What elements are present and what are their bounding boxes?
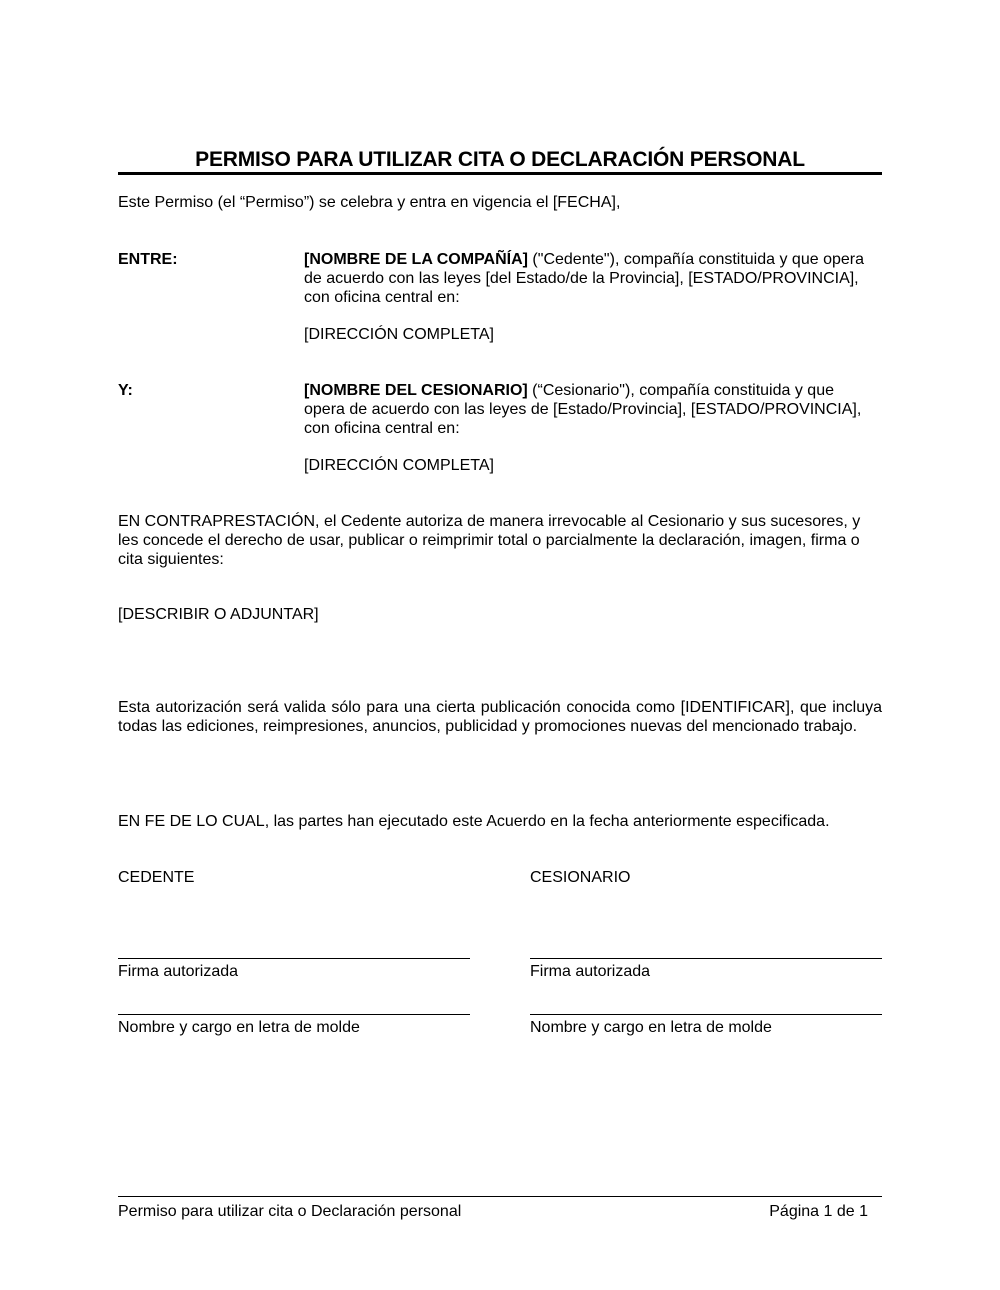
name-line-cesionario [530, 1014, 882, 1015]
party-label-entre: ENTRE: [118, 251, 178, 268]
name-label-cesionario: Nombre y cargo en letra de molde [530, 1019, 772, 1036]
consideration-line-3: cita siguientes: [118, 551, 224, 568]
consideration-paragraph [118, 512, 882, 569]
footer-page-number: Página 1 de 1 [769, 1203, 868, 1220]
footer-divider [118, 1196, 882, 1197]
party-name: [NOMBRE DEL CESIONARIO] [304, 382, 528, 399]
party-block-cedente [304, 250, 882, 344]
consideration-line-2: les concede el derecho de usar, publicar o reimprimir total o parcialmente la declaración, imagen, firma o [118, 532, 860, 549]
signature-line-cesionario [530, 958, 882, 959]
signature-heading-cesionario: CESIONARIO [530, 869, 631, 886]
signature-label-cedente: Firma autorizada [118, 963, 239, 980]
authorization-paragraph: Esta autorización será valida sólo para una cierta publicación conocida como [IDENTIFICAR], que incluya todas las ediciones, reimpresiones, anuncios, publicidad y promociones nuevas del mencionado trabajo. [118, 699, 882, 735]
party-line-1-rest: (“Cesionario"), compañía constituida y que [527, 382, 834, 399]
describe-placeholder: [DESCRIBIR O ADJUNTAR] [118, 606, 319, 623]
party-address: [DIRECCIÓN COMPLETA] [304, 457, 494, 474]
title-container [118, 148, 882, 175]
party-line-1 [304, 250, 882, 269]
signature-line-cedente [118, 958, 470, 959]
signature-label-cesionario: Firma autorizada [530, 963, 651, 980]
page-title: PERMISO PARA UTILIZAR CITA O DECLARACIÓN PERSONAL [195, 148, 805, 171]
party-line-2: de acuerdo con las leyes [del Estado/de la Provincia], [ESTADO/PROVINCIA], [304, 270, 859, 287]
party-line-2: opera de acuerdo con las leyes de [Estado/Provincia], [ESTADO/PROVINCIA], [304, 401, 862, 418]
party-name: [NOMBRE DE LA COMPAÑÍA] [304, 251, 528, 268]
name-line-cedente [118, 1014, 470, 1015]
party-line-3: con oficina central en: [304, 289, 460, 306]
intro-paragraph: Este Permiso (el “Permiso”) se celebra y entra en vigencia el [FECHA], [118, 194, 621, 211]
party-line-3: con oficina central en: [304, 420, 460, 437]
party-block-cesionario [304, 381, 882, 475]
witness-paragraph: EN FE DE LO CUAL, las partes han ejecutado este Acuerdo en la fecha anteriormente especificada. [118, 813, 830, 830]
party-line-1 [304, 381, 882, 400]
party-label-y: Y: [118, 382, 133, 399]
name-label-cedente: Nombre y cargo en letra de molde [118, 1019, 360, 1036]
party-address: [DIRECCIÓN COMPLETA] [304, 326, 494, 343]
party-line-1-rest: ("Cedente"), compañía constituida y que opera [527, 251, 864, 268]
consideration-line-1: EN CONTRAPRESTACIÓN, el Cedente autoriza de manera irrevocable al Cesionario y sus sucesores, y [118, 513, 861, 530]
signature-heading-cedente: CEDENTE [118, 869, 195, 886]
footer-document-title: Permiso para utilizar cita o Declaración personal [118, 1203, 462, 1220]
